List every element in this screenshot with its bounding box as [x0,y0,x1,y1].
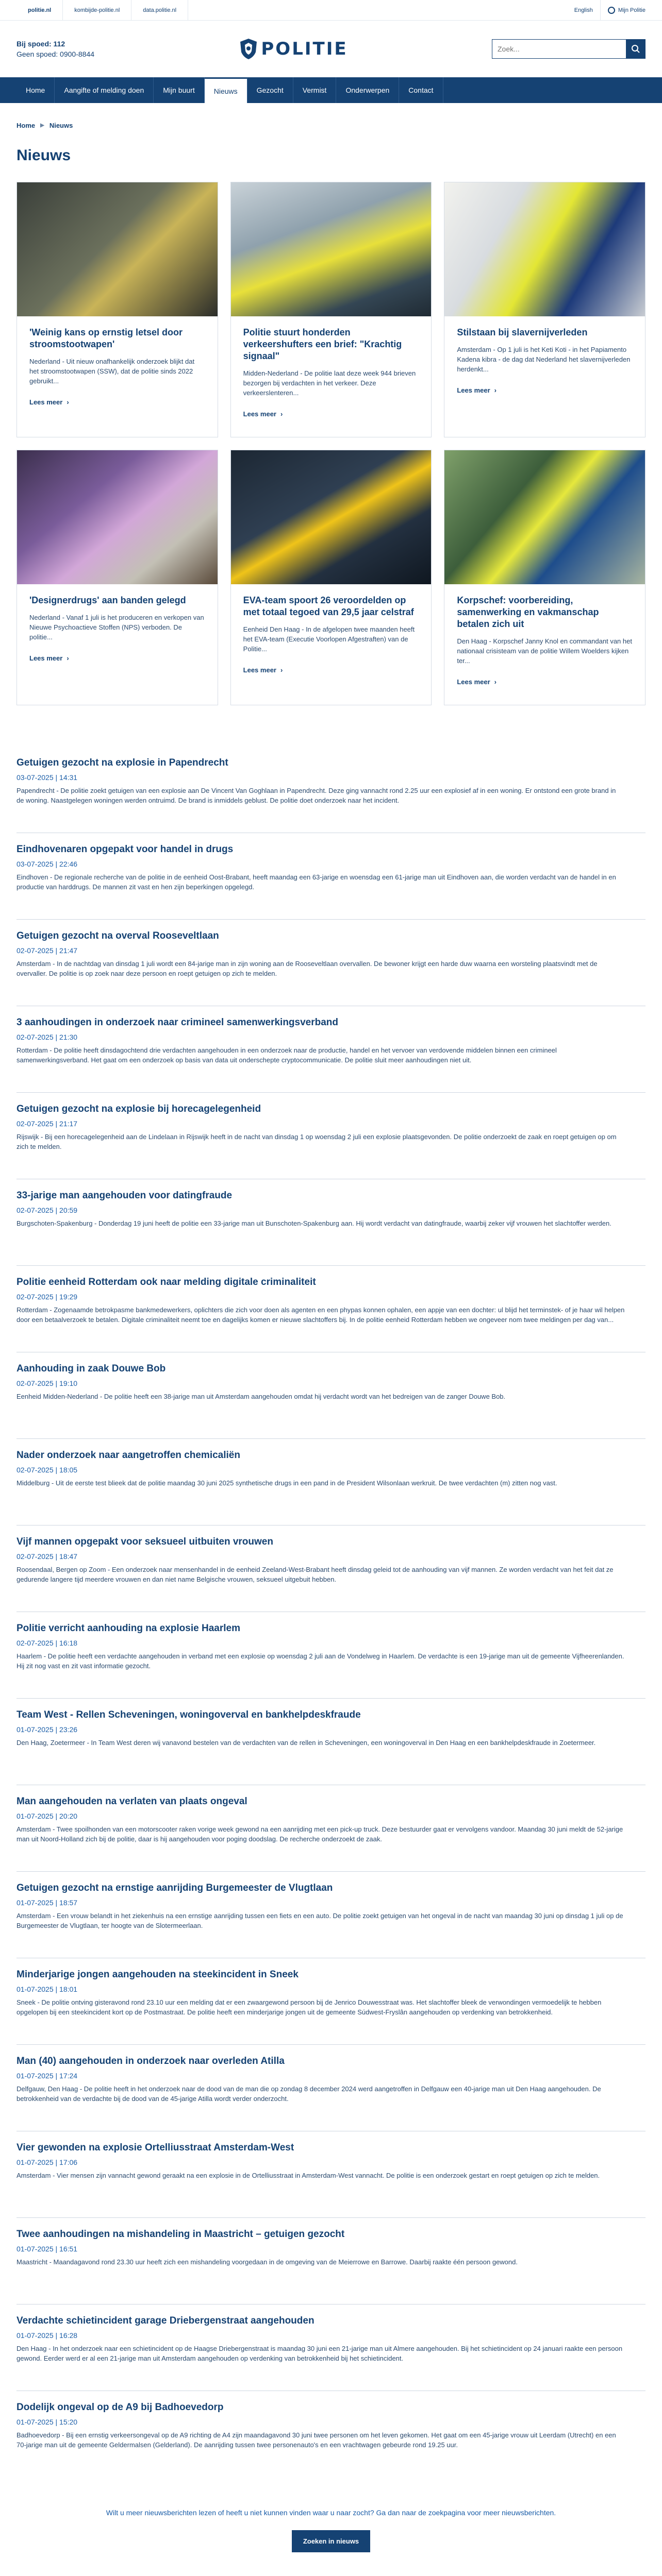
police-badge-icon [238,38,259,60]
read-more-label: Lees meer [243,410,276,418]
news-item-text: Rijswijk - Bij een horecagelegenheid aan de Lindelaan in Rijswijk heeft in de nacht van dinsdag 1 op woensdag 2 juli een explosie plaatsgevonden. De politie onderzoekt de zaak en roept getuigen op om zich te melden. [16,1133,617,1150]
news-item-text: Sneek - De politie ontving gisteravond rond 23.10 uur een melding dat er een zwaargewond persoon bij de Jenrico Douwesstraat was. Het slachtoffer bleek de verwondingen vermoedelijk te hebben opgelopen bij een steekincident kort op de Postmastraat. De politie heeft een minderjarige jongen uit de gemeente Súdwest-Fryslân aangehouden op verdenking van betrokkenheid. [16,1998,602,2016]
news-item-text: Amsterdam - Vier mensen zijn vannacht gewond geraakt na een explosie in de Ortelliusstraat in Amsterdam-West vannacht. De politie is een onderzoek gestart en roept getuigen op zich te melden. [16,2172,600,2179]
news-card-image [444,182,645,316]
list-item [16,1093,646,1179]
news-item-title[interactable]: Man (40) aangehouden in onderzoek naar overleden Atilla [16,2056,285,2066]
list-item [16,920,646,1006]
list-item [16,1526,646,1612]
news-card-image [444,450,645,584]
search-form [492,39,646,59]
news-item-text: Delfgauw, Den Haag - De politie heeft in het onderzoek naar de dood van de man die op zondag 8 december 2024 werd aangetroffen in Delfgauw een 40-jarige man uit Den Haag aangehouden. De betrokkenheid van de verdachte bij de dood van de 45-jarige Atilla wordt verder onderzocht. [16,2085,601,2103]
news-item-text: Haarlem - De politie heeft een verdachte aangehouden in verband met een explosie op woensdag 2 juli aan de Vondelweg in Haarlem. De verdachte is een 19-jarige man uit de gemeente Vijfheerenlanden. Hij zit nog vast en zit vast informatie gezocht. [16,1652,624,1670]
list-item [16,1439,646,1526]
news-card[interactable] [444,450,646,705]
news-card-title[interactable]: EVA-team spoort 26 veroordelden op met totaal tegoed van 29,5 jaar celstraf [243,595,414,617]
news-card-image [17,450,218,584]
list-item [16,1785,646,1872]
news-item-title[interactable]: Vijf mannen opgepakt voor seksueel uitbuiten vrouwen [16,1536,273,1547]
news-card-title[interactable]: Korpschef: voorbereiding, samenwerking en vakmanschap betalen zich uit [457,595,599,629]
list-item [16,2391,646,2478]
news-card-title[interactable]: Politie stuurt honderden verkeershufters een brief: "Krachtig signaal" [243,327,402,361]
news-item-title[interactable]: Nader onderzoek naar aangetroffen chemicaliën [16,1450,240,1461]
site-header [0,21,662,77]
news-card-intro: Nederland - Vanaf 1 juli is het produceren en verkopen van Nieuwe Psychoactieve Stoffen (NPS) verboden. De politie... [29,614,204,641]
read-more-label: Lees meer [243,666,276,674]
list-item [16,1699,646,1785]
search-news-button[interactable]: Zoeken in nieuws [292,2530,370,2552]
more-news-text: Wilt u meer nieuwsberichten lezen of heeft u niet kunnen vinden waar u naar zocht? Ga dan naar de zoekpagina voor meer nieuwsberichten. [106,2509,556,2517]
chevron-right-icon: › [494,678,496,686]
list-item [16,1612,646,1699]
chevron-right-icon: › [67,398,69,406]
news-card[interactable] [444,182,646,437]
news-card[interactable] [230,450,432,705]
news-item-date: 01-07-2025 | 16:51 [16,2245,78,2253]
non-emergency-number: Geen spoed: 0900-8844 [16,50,95,58]
news-item-date: 03-07-2025 | 22:46 [16,860,78,868]
list-item [16,2218,646,2304]
list-item [16,2131,646,2218]
news-item-text: Middelburg - Uit de eerste test blieek dat de politie maandag 30 juni 2025 synthetische drugs in een pand in de President Wilsonlaan werkruit. De twee verdachten (m) zitten nog vast. [16,1479,557,1487]
nav-home[interactable]: Home [16,77,55,103]
news-card-image [231,450,432,584]
read-more-link[interactable] [457,678,633,686]
news-item-date: 01-07-2025 | 20:20 [16,1812,78,1820]
news-card-title[interactable]: 'Weinig kans op ernstig letsel door stroomstootwapen' [29,327,183,349]
list-item [16,747,646,833]
news-item-title[interactable]: Getuigen gezocht na ernstige aanrijding Burgemeester de Vlugtlaan [16,1883,333,1893]
news-item-title[interactable]: Getuigen gezocht na overval Rooseveltlaan [16,930,219,941]
news-item-title[interactable]: Politie verricht aanhouding na explosie Haarlem [16,1623,240,1634]
news-item-text: Den Haag, Zoetermeer - In Team West deren wij vanavond bestelen van de verdachten van de rellen in Scheveningen, een woningoverval in Den Haag en een bankhelpdeskfraude in Zoetermeer. [16,1739,596,1747]
news-item-title[interactable]: Eindhovenaren opgepakt voor handel in drugs [16,844,234,855]
nav-vermist[interactable]: Vermist [293,77,337,103]
breadcrumb-home[interactable]: Home [16,122,36,129]
read-more-label: Lees meer [29,654,63,662]
news-item-text: Roosendaal, Bergen op Zoom - Een onderzoek naar mensenhandel in de eenheid Zeeland-West-Brabant heeft dinsdag geleid tot de aanhouding van vijf mannen. Ze worden verdacht van het feit dat ze gedurende langere tijd meerdere vrouwen en dan niet name Belgische vrouwen, seksueel uitgebuit hebben. [16,1566,614,1583]
news-item-text: Rotterdam - Zogenaamde betrokpasme bankmedewerkers, oplichters die zich voor doen als agenten en een phypas konnen ophalen, een appje van een dochter: ul blijd het terminstek- of je haar wil helpen door een betaalverzoek te betalen. Digitale criminaliteit neemt toe en dagelijks komen er nieuwe slachtoffers bij. In de politie eenheid Rotterdam hebben we ongeveer nom twee meldingen per dag van... [16,1306,625,1324]
news-card[interactable] [230,182,432,437]
read-more-link[interactable] [243,410,419,418]
site-link-data-politie[interactable]: data.politie.nl [131,0,188,21]
news-item-date: 02-07-2025 | 19:10 [16,1379,78,1387]
news-item-date: 02-07-2025 | 20:59 [16,1206,78,1214]
site-link-politie[interactable]: politie.nl [16,0,63,21]
news-item-text: Den Haag - In het onderzoek naar een schietincident op de Haagse Driebergenstraat is maandag 30 juni een 21-jarige man uit Almere aangehouden. Bij het schietincident op 24 januari raakte een persoon gewond. Eerder werd er al een 21-jarige man uit Amsterdam aangehouden op verdenking van betrokkenheid bij het schietincident. [16,2345,623,2362]
news-item-date: 02-07-2025 | 18:05 [16,1466,78,1474]
news-card-image [17,182,218,316]
breadcrumb-nieuws[interactable]: Nieuws [49,122,73,129]
list-item [16,1352,646,1439]
search-button[interactable] [626,39,646,59]
news-card[interactable] [16,182,218,437]
chevron-right-icon: › [67,654,69,662]
language-link[interactable]: English [574,7,593,13]
read-more-link[interactable] [29,654,205,662]
news-item-text: Papendrecht - De politie zoekt getuigen van een explosie aan De Vincent Van Goghlaan in Papendrecht. Deze ging vannacht rond 2.25 uur een explosief af in een woning. Er ontstond een grote brand in de woning. Naastgelegen woningen werden ontruimd. De brand is inmiddels geblust. De politie doet onderzoek naar het incident. [16,787,616,804]
emergency-info [16,39,94,59]
emergency-number: Bij spoed: 112 [16,40,65,48]
news-item-title[interactable]: 33-jarige man aangehouden voor datingfraude [16,1190,233,1201]
news-item-date: 02-07-2025 | 21:30 [16,1033,78,1041]
news-item-text: Amsterdam - Twee spoilhonden van een motorscooter raken vorige week gewond na een aanrijding met een pick-up truck. Deze bestuurder gaat er vervolgens vandoor. Maandag 30 juni meldt de 52-jarige man uit Noord-Holland zich bij de politie, daar is hij aangehouden voor poging doodslag. De recherche onderzoekt de zaak. [16,1825,623,1843]
news-card-intro: Eenheid Den Haag - In de afgelopen twee maanden heeft het EVA-team (Executie Voorlopen Afgestraften) van de Politie... [243,625,415,653]
nav-nieuws[interactable]: Nieuws [205,77,247,103]
news-item-text: Maastricht - Maandagavond rond 23.30 uur heeft zich een mishandeling voorgedaan in de omgeving van de Meierrowe en Barrowe. Daarbij raakte één persoon gewond. [16,2258,518,2266]
site-switcher [16,0,188,21]
news-item-text: Rotterdam - De politie heeft dinsdagochtend drie verdachten aangehouden in een onderzoek naar de productie, handel en het vervoer van verdovende middelen binnen een crimineel samenwerkingsverband. Het gaat om een onderzoek op basis van data uit onderschepte cryptocommunicatie. De politie sluit meer aanhoudingen niet uit. [16,1046,557,1064]
news-item-title[interactable]: Vier gewonden na explosie Ortelliusstraat Amsterdam-West [16,2142,294,2153]
list-item [16,1006,646,1093]
site-link-kombijde-politie[interactable]: kombijde-politie.nl [63,0,131,21]
more-news [16,2509,646,2552]
news-item-date: 02-07-2025 | 18:47 [16,1552,78,1561]
featured-news-cards [16,182,646,705]
main-content [16,122,646,2552]
news-item-text: Eindhoven - De regionale recherche van de politie in de eenheid Oost-Brabant, heeft maandag een 63-jarige en woensdag een 61-jarige man uit Eindhoven aan, die worden verdacht van de handel in en productie van harddrugs. De mannen zit vast en hen zijn beperkingen opgelegd. [16,873,616,891]
chevron-right-icon: ▶ [40,123,44,128]
nav-aangifte[interactable]: Aangifte of melding doen [55,77,154,103]
my-police-label: Mijn Politie [618,7,646,13]
utility-bar [0,0,662,21]
news-item-title[interactable]: Twee aanhoudingen na mishandeling in Maastricht – getuigen gezocht [16,2229,345,2240]
main-nav [0,77,662,103]
news-item-title[interactable]: Man aangehouden na verlaten van plaats ongeval [16,1796,247,1807]
news-card-title[interactable]: Stilstaan bij slavernijverleden [457,327,588,337]
list-item [16,1266,646,1352]
news-card-intro: Amsterdam - Op 1 juli is het Keti Koti - in het Papiamento Kadena kibra - de dag dat Nederland het slavernijverleden herdenkt... [457,346,631,373]
politie-logo[interactable] [238,38,347,60]
news-item-text: Amsterdam - Een vrouw belandt in het ziekenhuis na een ernstige aanrijding tussen een fiets en een auto. De politie zoekt getuigen van het ongeval in de nacht van maandag 30 juni op dinsdag 1 juli op de Burgemeester de Vlugtlaan, ter hoogte van de Slotermeerlaan. [16,1912,623,1929]
page-title: Nieuws [16,147,71,164]
news-card-intro: Nederland - Uit nieuw onafhankelijk onderzoek blijkt dat het stroomstootwapen (SSW), dat de politie sinds 2022 gebruikt... [29,358,195,385]
news-item-date: 02-07-2025 | 16:18 [16,1639,78,1647]
news-list [16,747,646,2478]
list-item [16,2045,646,2131]
list-item [16,1872,646,1958]
logo-text: POLITIE [261,39,348,59]
news-item-date: 03-07-2025 | 14:31 [16,773,78,782]
news-item-text: Amsterdam - In de nachtdag van dinsdag 1 juli wordt een 84-jarige man in zijn woning aan de Rooseveltlaan overvallen. De bewoner krijgt een harde duw waarna een worsteling plaatsvindt met de overvaller. De politie is op zoek naar deze persoon en roept getuigen op zich te melden. [16,960,598,977]
list-item [16,1179,646,1266]
news-item-title[interactable]: 3 aanhoudingen in onderzoek naar crimineel samenwerkingsverband [16,1017,339,1028]
news-item-title[interactable]: Politie eenheid Rotterdam ook naar melding digitale criminaliteit [16,1277,316,1287]
read-more-link[interactable] [243,666,419,674]
nav-gezocht[interactable]: Gezocht [247,77,293,103]
news-item-title[interactable]: Getuigen gezocht na explosie in Papendrecht [16,757,228,768]
list-item [16,2304,646,2391]
news-item-date: 01-07-2025 | 23:26 [16,1725,78,1734]
news-item-title[interactable]: Verdachte schietincident garage Driebergenstraat aangehouden [16,2315,315,2326]
nav-mijn-buurt[interactable]: Mijn buurt [154,77,204,103]
read-more-label: Lees meer [457,678,490,686]
news-item-title[interactable]: Getuigen gezocht na explosie bij horecagelegenheid [16,1104,261,1114]
read-more-link[interactable] [457,386,633,394]
news-item-text: Badhoevedorp - Bij een ernstig verkeersongeval op de A9 richting de A4 zijn maandagavond 30 juni twee personen om het leven gekomen. Het gaat om een 45-jarige vrouw uit Leerdam (Utrecht) en een 70-jarige man uit de gemeente Geldermalsen (Gelderland). De aanrijding tussen twee personenauto's en een vrachtwagen gebeurde rond 19.25 uur. [16,2431,616,2449]
read-more-label: Lees meer [29,398,63,406]
news-item-date: 02-07-2025 | 19:29 [16,1293,78,1301]
read-more-label: Lees meer [457,386,490,394]
nav-onderwerpen[interactable]: Onderwerpen [336,77,399,103]
news-item-date: 01-07-2025 | 18:57 [16,1899,78,1907]
news-item-title[interactable]: Team West - Rellen Scheveningen, woningoverval en bankhelpdeskfraude [16,1709,361,1720]
news-card-image [231,182,432,316]
news-item-date: 01-07-2025 | 18:01 [16,1985,78,1993]
chevron-right-icon: › [494,386,496,394]
user-icon [608,7,615,14]
news-item-date: 01-07-2025 | 16:28 [16,2331,78,2340]
news-item-date: 01-07-2025 | 15:20 [16,2418,78,2426]
news-item-text: Burgschoten-Spakenburg - Donderdag 19 juni heeft de politie een 33-jarige man uit Bunschoten-Spakenburg aan. Hij wordt verdacht van datingfraude, waarbij zeker vijf vrouwen het slachtoffer werden. [16,1219,611,1227]
news-card-title[interactable]: 'Designerdrugs' aan banden gelegd [29,595,186,605]
list-item [16,833,646,920]
news-item-date: 01-07-2025 | 17:24 [16,2072,78,2080]
news-card-intro: Midden-Nederland - De politie laat deze week 944 brieven bezorgen bij verdachten in het verkeer. Deze verkeerslenteren... [243,369,416,397]
breadcrumb [16,122,646,129]
search-input[interactable] [492,39,626,59]
news-item-date: 01-07-2025 | 17:06 [16,2158,78,2166]
list-item [16,1958,646,2045]
chevron-right-icon: › [280,410,283,418]
news-item-text: Eenheid Midden-Nederland - De politie heeft een 38-jarige man uit Amsterdam aangehouden omdat hij verdacht wordt van het bedreigen van de zanger Douwe Bob. [16,1393,506,1400]
my-police-link[interactable] [600,0,646,21]
news-item-title[interactable]: Dodelijk ongeval op de A9 bij Badhoevedorp [16,2402,224,2413]
chevron-right-icon: › [280,666,283,674]
search-icon [631,44,640,54]
news-item-date: 02-07-2025 | 21:17 [16,1120,78,1128]
news-card[interactable] [16,450,218,705]
news-item-title[interactable]: Aanhouding in zaak Douwe Bob [16,1363,166,1374]
news-item-title[interactable]: Minderjarige jongen aangehouden na steekincident in Sneek [16,1969,299,1980]
news-card-intro: Den Haag - Korpschef Janny Knol en commandant van het nationaal crisisteam van de politie Willem Woelders kijken ter... [457,637,632,665]
nav-contact[interactable]: Contact [399,77,443,103]
news-item-date: 02-07-2025 | 21:47 [16,946,78,955]
read-more-link[interactable] [29,398,205,406]
